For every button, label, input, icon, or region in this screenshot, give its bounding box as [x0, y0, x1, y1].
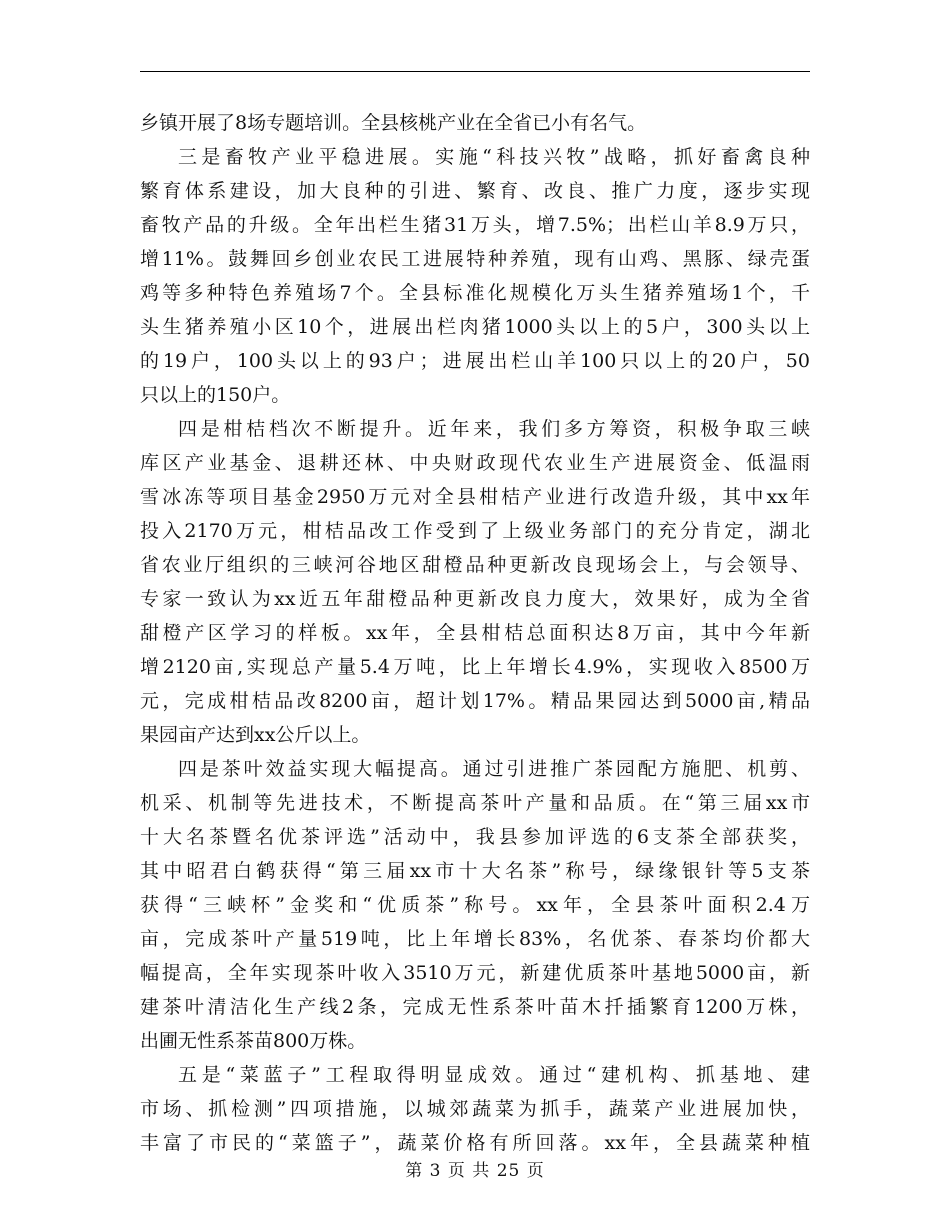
text-line: 丰富了市民的“菜篮子”，蔬菜价格有所回落。xx年，全县蔬菜种植	[140, 1132, 810, 1154]
page-number-footer: 第 3 页 共 25 页	[405, 1161, 545, 1181]
text-line: 机采、机制等先进技术，不断提高茶叶产量和品质。在“第三届xx市	[140, 792, 810, 814]
text-line: 专家一致认为xx近五年甜橙品种更新改良力度大，效果好，成为全省	[140, 588, 810, 610]
text-line: 三是畜牧产业平稳进展。实施“科技兴牧”战略，抓好畜禽良种	[178, 146, 810, 168]
text-line: 元，完成柑桔品改8200亩，超计划17%。精品果园达到5000亩,精品	[140, 690, 810, 712]
text-line: 省农业厅组织的三峡河谷地区甜橙品种更新改良现场会上，与会领导、	[140, 554, 810, 576]
text-line: 的19户，100头以上的93户；进展出栏山羊100只以上的20户，50	[140, 350, 810, 372]
text-line: 投入2170万元，柑桔品改工作受到了上级业务部门的充分肯定，湖北	[140, 520, 810, 542]
text-line: 四是茶叶效益实现大幅提高。通过引进推广茶园配方施肥、机剪、	[178, 758, 810, 780]
text-line: 增11%。鼓舞回乡创业农民工进展特种养殖，现有山鸡、黑豚、绿壳蛋	[140, 248, 810, 270]
paragraph-4	[140, 752, 810, 1058]
text-line: 增2120亩,实现总产量5.4万吨，比上年增长4.9%，实现收入8500万	[140, 656, 810, 678]
text-line: 库区产业基金、退耕还林、中央财政现代农业生产进展资金、低温雨	[140, 452, 810, 474]
header-rule	[140, 71, 810, 72]
text-line: 甜橙产区学习的样板。xx年，全县柑桔总面积达8万亩，其中今年新	[140, 622, 810, 644]
text-line: 其中昭君白鹤获得“第三届xx市十大名茶”称号，绿缘银针等5支茶	[140, 860, 810, 882]
text-line: 出圃无性系茶苗800万株。	[140, 1030, 367, 1052]
text-line: 头生猪养殖小区10个，进展出栏肉猪1000头以上的5户，300头以上	[140, 316, 810, 338]
paragraph-2	[140, 140, 810, 412]
paragraph-1	[140, 106, 810, 140]
text-line: 建茶叶清洁化生产线2条，完成无性系茶叶苗木扦插繁育1200万株，	[140, 996, 810, 1018]
text-line: 获得“三峡杯”金奖和“优质茶”称号。xx年，全县茶叶面积2.4万	[140, 894, 810, 916]
paragraph-5	[140, 1058, 810, 1160]
document-body	[140, 106, 810, 1160]
text-line: 市场、抓检测”四项措施，以城郊蔬菜为抓手，蔬菜产业进展加快，	[140, 1098, 810, 1120]
text-line: 乡镇开展了8场专题培训。全县核桃产业在全省已小有名气。	[140, 112, 647, 134]
text-line: 果园亩产达到xx公斤以上。	[140, 724, 371, 746]
text-line: 只以上的150户。	[140, 384, 291, 406]
text-line: 幅提高，全年实现茶叶收入3510万元，新建优质茶叶基地5000亩，新	[140, 962, 810, 984]
text-line: 亩，完成茶叶产量519吨，比上年增长83%，名优茶、春茶均价都大	[140, 928, 810, 950]
text-line: 五是“菜蓝子”工程取得明显成效。通过“建机构、抓基地、建	[178, 1064, 810, 1086]
text-line: 繁育体系建设，加大良种的引进、繁育、改良、推广力度，逐步实现	[140, 180, 810, 202]
text-line: 雪冰冻等项目基金2950万元对全县柑桔产业进行改造升级，其中xx年	[140, 486, 810, 508]
text-line: 鸡等多种特色养殖场7个。全县标准化规模化万头生猪养殖场1个，千	[140, 282, 810, 304]
text-line: 四是柑桔档次不断提升。近年来，我们多方筹资，积极争取三峡	[178, 418, 810, 440]
paragraph-3	[140, 412, 810, 752]
text-line: 十大名茶暨名优茶评选”活动中，我县参加评选的6支茶全部获奖，	[140, 826, 810, 848]
text-line: 畜牧产品的升级。全年出栏生猪31万头，增7.5%；出栏山羊8.9万只，	[140, 214, 810, 236]
